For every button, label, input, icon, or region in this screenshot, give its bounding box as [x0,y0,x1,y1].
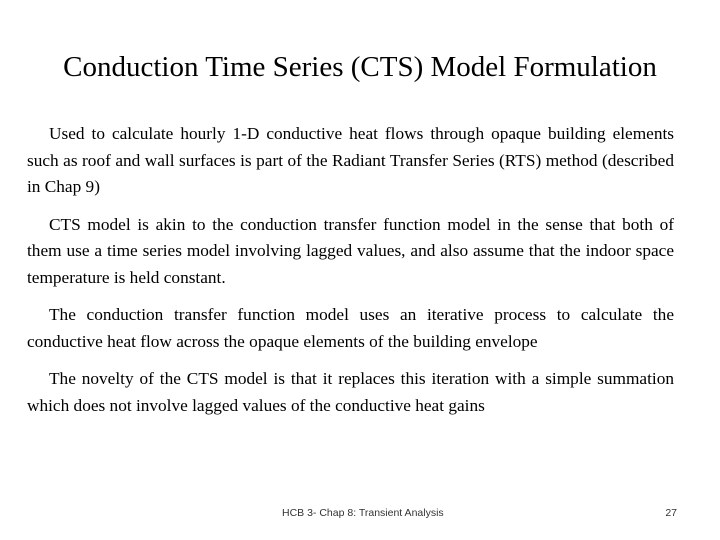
paragraph-rts-usage: Used to calculate hourly 1-D conductive heat flows through opaque building elements such as roof and wall surfaces is part of the Radiant Transfer Series (RTS) method (described in Chap 9) [27,124,674,196]
paragraph-cts-akin: CTS model is akin to the conduction transfer function model in the sense that both of them use a time series model involving lagged values, and also assume that the indoor space temperature is held constant. [27,214,674,287]
slide-body [27,121,674,430]
page-number: 27 [665,507,677,519]
slide-title: Conduction Time Series (CTS) Model Formulation [63,51,657,83]
footer-text: HCB 3- Chap 8: Transient Analysis [282,507,444,519]
slide-footer [0,507,720,523]
paragraph-ctf-iterative: The conduction transfer function model uses an iterative process to calculate the conductive heat flow across the opaque elements of the building envelope [27,305,674,351]
paragraph-cts-novelty: The novelty of the CTS model is that it replaces this iteration with a simple summation which does not involve lagged values of the conductive heat gains [27,369,674,415]
